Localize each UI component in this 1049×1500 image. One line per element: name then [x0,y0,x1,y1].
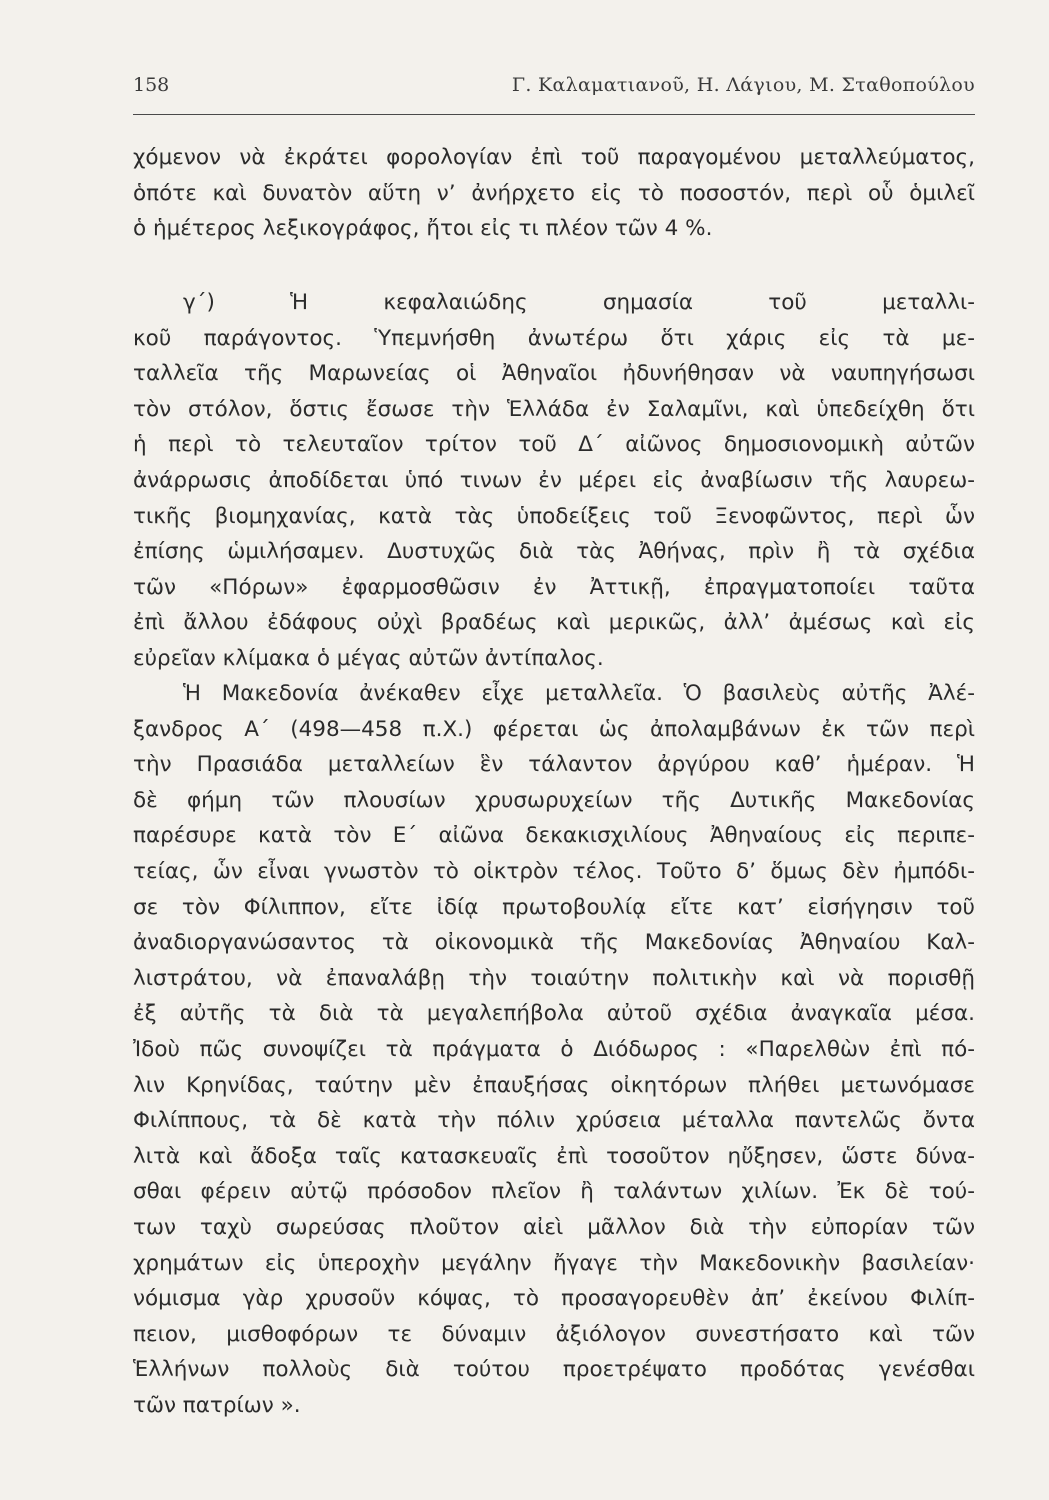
text-line: ἐπὶ ἄλλου ἐδάφους οὐχὶ βραδέως καὶ μερικῶς, ἀλλ’ ἀμέσως καὶ εἰς [133,610,975,636]
paragraph-2 [133,285,975,677]
text-line: χόμενον νὰ ἐκράτει φορολογίαν ἐπὶ τοῦ παραγομένου μεταλλεύματος, [133,145,975,170]
paragraph-3 [133,676,975,1423]
text-line: ἀναδιοργανώσαντος τὰ οἰκονομικὰ τῆς Μακεδονίας Ἀθηναίου Καλ- [133,930,975,956]
text-line: τείας, ὧν εἶναι γνωστὸν τὸ οἰκτρὸν τέλος. Τοῦτο δ’ ὅμως δὲν ἠμπόδι- [133,858,975,884]
page-header [133,74,975,110]
text-line: σε τὸν Φίλιππον, εἴτε ἰδίᾳ πρωτοβουλίᾳ εἴτε κατ’ εἰσήγησιν τοῦ [133,894,975,920]
text-line: ὁπότε καὶ δυνατὸν αὕτη ν’ ἀνήρχετο εἰς τὸ ποσοστόν, περὶ οὗ ὁμιλεῖ [133,180,975,206]
text-line: νόμισμα γὰρ χρυσοῦν κόψας, τὸ προσαγορευθὲν ἀπ’ ἐκείνου Φιλίπ- [133,1286,975,1312]
text-line: ἀνάρρωσις ἀποδίδεται ὑπό τινων ἐν μέρει εἰς ἀναβίωσιν τῆς λαυρεω- [133,467,975,493]
text-line: ξανδρος Α΄ (498—458 π.Χ.) φέρεται ὡς ἀπολαμβάνων ἐκ τῶν περὶ [133,716,975,742]
text-line: χρημάτων εἰς ὑπεροχὴν μεγάλην ἤγαγε τὴν Μακεδονικὴν βασιλείαν· [133,1250,975,1276]
text-line: ἡ περὶ τὸ τελευταῖον τρίτον τοῦ Δ΄ αἰῶνος δημοσιονομικὴ αὐτῶν [133,432,975,458]
text-line: Ἡ Μακεδονία ἀνέκαθεν εἶχε μεταλλεῖα. Ὁ βασιλεὺς αὐτῆς Ἀλέ- [183,681,975,706]
text-line: Φιλίππους, τὰ δὲ κατὰ τὴν πόλιν χρύσεια μέταλλα παντελῶς ὄντα [133,1108,975,1134]
text-line: Ἰδοὺ πῶς συνοψίζει τὰ πράγματα ὁ Διόδωρος : «Παρελθὼν ἐπὶ πό- [133,1036,975,1062]
text-line: τὴν Πρασιάδα μεταλλείων ἓν τάλαντον ἀργύρου καθ’ ἡμέραν. Ἡ [133,752,975,778]
text-line: τῶν «Πόρων» ἐφαρμοσθῶσιν ἐν Ἀττικῇ, ἐπραγματοποίει ταῦτα [133,574,975,600]
text-line: των ταχὺ σωρεύσας πλοῦτον αἰεὶ μᾶλλον διὰ τὴν εὐπορίαν τῶν [133,1214,975,1240]
text-line: δὲ φήμη τῶν πλουσίων χρυσωρυχείων τῆς Δυτικῆς Μακεδονίας [133,787,975,813]
text-line: ἐξ αὐτῆς τὰ διὰ τὰ μεγαλεπήβολα αὐτοῦ σχέδια ἀναγκαῖα μέσα. [133,1001,975,1027]
text-line: ὁ ἡμέτερος λεξικογράφος, ἤτοι εἰς τι πλέον τῶν 4 %. [133,216,713,242]
text-line: τικῆς βιομηχανίας, κατὰ τὰς ὑποδείξεις τοῦ Ξενοφῶντος, περὶ ὧν [133,503,975,529]
text-line: τὸν στόλον, ὅστις ἔσωσε τὴν Ἑλλάδα ἐν Σαλαμῖνι, καὶ ὑπεδείχθη ὅτι [133,396,975,422]
section-heading-line: γ΄) Ἡ κεφαλαιώδης σημασία τοῦ μεταλλι- [183,290,975,315]
text-line: ταλλεῖα τῆς Μαρωνείας οἱ Ἀθηναῖοι ἠδυνήθησαν νὰ ναυπηγήσωσι [133,361,975,387]
running-title: Γ. Καλαματιανοῦ, Η. Λάγιου, Μ. Σταθοπούλου [511,74,975,96]
header-rule [133,114,975,115]
text-line: κοῦ παράγοντος. Ὑπεμνήσθη ἀνωτέρω ὅτι χάρις εἰς τὰ με- [133,325,975,351]
paragraph-1 [133,140,975,247]
text-line: τῶν πατρίων ». [133,1392,301,1418]
text-line: λιστράτου, νὰ ἐπαναλάβῃ τὴν τοιαύτην πολιτικὴν καὶ νὰ πορισθῇ [133,965,975,991]
text-line: Ἑλλήνων πολλοὺς διὰ τούτου προετρέψατο προδότας γενέσθαι [133,1357,975,1383]
text-line: λιν Κρηνίδας, ταύτην μὲν ἐπαυξήσας οἰκητόρων πλήθει μετωνόμασε [133,1072,975,1098]
text-line: σθαι φέρειν αὐτῷ πρόσοδον πλεῖον ἢ ταλάντων χιλίων. Ἐκ δὲ τού- [133,1179,975,1205]
text-line: λιτὰ καὶ ἄδοξα ταῖς κατασκευαῖς ἐπὶ τοσοῦτον ηὔξησεν, ὥστε δύνα- [133,1143,975,1169]
text-line: ἐπίσης ὡμιλήσαμεν. Δυστυχῶς διὰ τὰς Ἀθήνας, πρὶν ἢ τὰ σχέδια [133,539,975,565]
text-line: εὐρεῖαν κλίμακα ὁ μέγας αὐτῶν ἀντίπαλος. [133,645,604,671]
text-line: πειον, μισθοφόρων τε δύναμιν ἀξιόλογον συνεστήσατο καὶ τῶν [133,1321,975,1347]
text-line: παρέσυρε κατὰ τὸν Ε΄ αἰῶνα δεκακισχιλίους Ἀθηναίους εἰς περιπε- [133,823,975,849]
page-number: 158 [133,74,170,96]
